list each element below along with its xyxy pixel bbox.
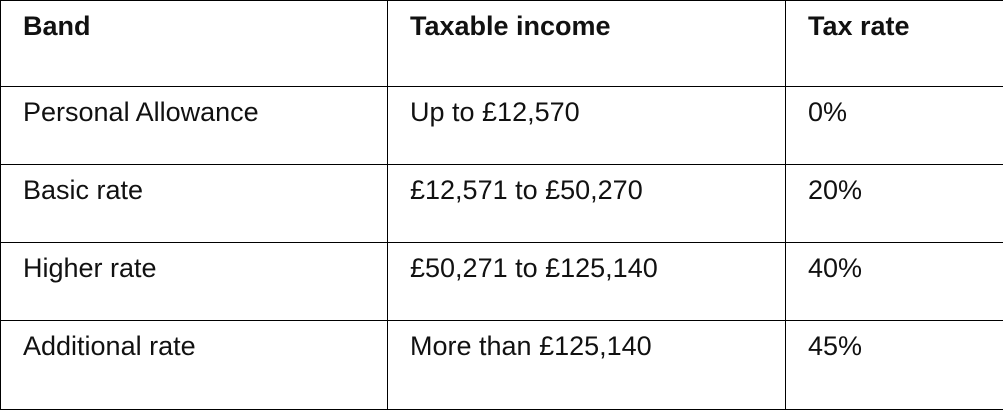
cell-taxable-income: More than £125,140 (388, 320, 786, 409)
cell-band: Basic rate (1, 164, 388, 242)
cell-band: Higher rate (1, 242, 388, 320)
table-header-row (1, 1, 1003, 87)
cell-tax-rate: 45% (786, 320, 1003, 409)
table-row (1, 242, 1003, 320)
table-row (1, 320, 1003, 409)
cell-tax-rate: 20% (786, 164, 1003, 242)
cell-tax-rate: 0% (786, 87, 1003, 165)
table-row (1, 87, 1003, 165)
cell-band: Personal Allowance (1, 87, 388, 165)
column-header-band: Band (1, 1, 388, 87)
cell-taxable-income: Up to £12,570 (388, 87, 786, 165)
column-header-taxable-income: Taxable income (388, 1, 786, 87)
cell-taxable-income: £50,271 to £125,140 (388, 242, 786, 320)
cell-tax-rate: 40% (786, 242, 1003, 320)
cell-taxable-income: £12,571 to £50,270 (388, 164, 786, 242)
table-row (1, 164, 1003, 242)
cell-band: Additional rate (1, 320, 388, 409)
column-header-tax-rate: Tax rate (786, 1, 1003, 87)
